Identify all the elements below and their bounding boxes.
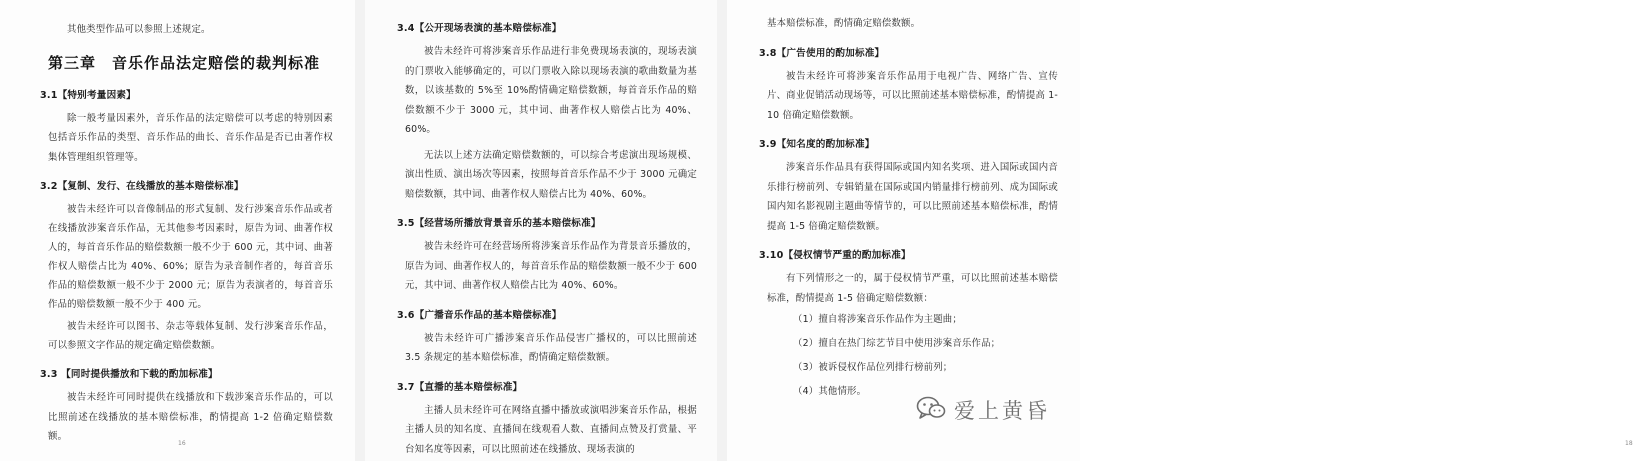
page-gutter — [717, 0, 727, 461]
top-line: 基本赔偿标准，酌情确定赔偿数额。 — [767, 18, 921, 29]
section-heading: 3.9【知名度的酌加标准】 — [759, 139, 875, 150]
paragraph: 有下列情形之一的，属于侵权情节严重，可以比照前述基本赔偿标准，酌情提高 1-5 倍确定赔偿数额： — [767, 273, 1058, 304]
paragraph: 涉案音乐作品具有获得国际或国内知名奖项、进入国际或国内音乐排行榜前列、专辑销量在国际或国内销量排行榜前列、成为国际或国内知名影视剧主题曲等情节的，可以比照前述基本赔偿标准，酌情提高 1-5 倍确定赔偿数额。 — [767, 162, 1058, 232]
watermark-brand — [916, 395, 1050, 425]
paragraph: 被告未经许可将涉案音乐作品进行非免费现场表演的，现场表演的门票收入能够确定的，可以门票收入除以现场表演的歌曲数量为基数，以该基数的 5%至 10%酌情确定赔偿数额，每首音乐作品的赔偿数额不少于 3000 元，其中词、曲著作权人赔偿占比为 40%、60%。 — [405, 46, 697, 135]
page-number: 16 — [178, 440, 186, 447]
brand-name: 爱上黄昏 — [954, 399, 1050, 423]
page-gutter — [355, 0, 365, 461]
paragraph: 除一般考量因素外，音乐作品的法定赔偿可以考虑的特别因素包括音乐作品的类型、音乐作品的曲长、音乐作品是否已由著作权集体管理组织管理等。 — [48, 112, 333, 163]
section-heading: 3.4【公开现场表演的基本赔偿标准】 — [397, 23, 562, 34]
chapter-title: 第三章 音乐作品法定赔偿的裁判标准 — [48, 53, 321, 72]
wechat-icon — [916, 395, 946, 425]
paragraph: 被告未经许可广播涉案音乐作品侵害广播权的，可以比照前述 3.5 条规定的基本赔偿标准，酌情确定赔偿数额。 — [405, 332, 697, 363]
list-item: （4）其他情形。 — [793, 386, 867, 397]
section-heading: 3.7【直播的基本赔偿标准】 — [397, 381, 523, 393]
paragraph: 被告未经许可以图书、杂志等载体复制、发行涉案音乐作品，可以参照文字作品的规定确定赔偿数额。 — [48, 321, 333, 351]
list-item: （1）擅自将涉案音乐作品作为主题曲； — [793, 314, 962, 325]
paragraph: 被告未经许可同时提供在线播放和下载涉案音乐作品的，可以比照前述在线播放的基本赔偿标准，酌情提高 1-2 倍确定赔偿数额。 — [48, 392, 333, 442]
paragraph: 被告未经许可在经营场所将涉案音乐作品作为背景音乐播放的，原告为词、曲著作权人的，每首音乐作品的赔偿数额一般不少于 600 元，其中词、曲著作权人赔偿占比为 40%、60%。 — [405, 241, 697, 291]
section-heading: 3.10【侵权情节严重的酌加标准】 — [759, 250, 911, 261]
section-heading: 3.1【特别考量因素】 — [40, 89, 136, 101]
list-item: （3）被诉侵权作品位列排行榜前列； — [793, 362, 953, 373]
section-heading: 3.8【广告使用的酌加标准】 — [759, 47, 885, 59]
paragraph: 主播人员未经许可在网络直播中播放或演唱涉案音乐作品，根据主播人员的知名度、直播间在线观看人数、直播间点赞及打赏量、平台知名度等因素，可以比照前述在线播放、现场表演的 — [405, 404, 697, 455]
document-page-18 — [727, 0, 1633, 461]
page-number: 18 — [1625, 440, 1633, 447]
top-line: 其他类型作品可以参照上述规定。 — [67, 24, 211, 35]
section-heading: 3.5【经营场所播放背景音乐的基本赔偿标准】 — [397, 218, 601, 229]
section-heading: 3.3 【同时提供播放和下载的酌加标准】 — [40, 369, 218, 380]
document-page-16 — [0, 0, 355, 461]
list-item: （2）擅自在热门综艺节目中使用涉案音乐作品； — [793, 338, 1001, 349]
document-page-17 — [365, 0, 717, 461]
paragraph: 被告未经许可将涉案音乐作品用于电视广告、网络广告、宣传片、商业促销活动现场等，可以比照前述基本赔偿标准，酌情提高 1-10 倍确定赔偿数额。 — [767, 70, 1058, 121]
paragraph: 无法以上述方法确定赔偿数额的，可以综合考虑演出现场规模、演出性质、演出场次等因素，按照每首音乐作品不少于 3000 元确定赔偿数额，其中词、曲著作权人赔偿占比为 40%、60%。 — [405, 149, 697, 200]
section-heading: 3.2【复制、发行、在线播放的基本赔偿标准】 — [40, 181, 244, 192]
paragraph: 被告未经许可以音像制品的形式复制、发行涉案音乐作品或者在线播放涉案音乐作品，无其他参考因素时，原告为词、曲著作权人的，每首音乐作品的赔偿数额一般不少于 600 元，其中词、曲著作权人赔偿占比为 40%、60%；原告为录音制作者的，每首音乐作品的赔偿数额一般不少于 2000 元；原告为表演者的，每首音乐作品的赔偿数额一般不少于 400 元。 — [48, 204, 333, 310]
section-heading: 3.6【广播音乐作品的基本赔偿标准】 — [397, 309, 562, 321]
